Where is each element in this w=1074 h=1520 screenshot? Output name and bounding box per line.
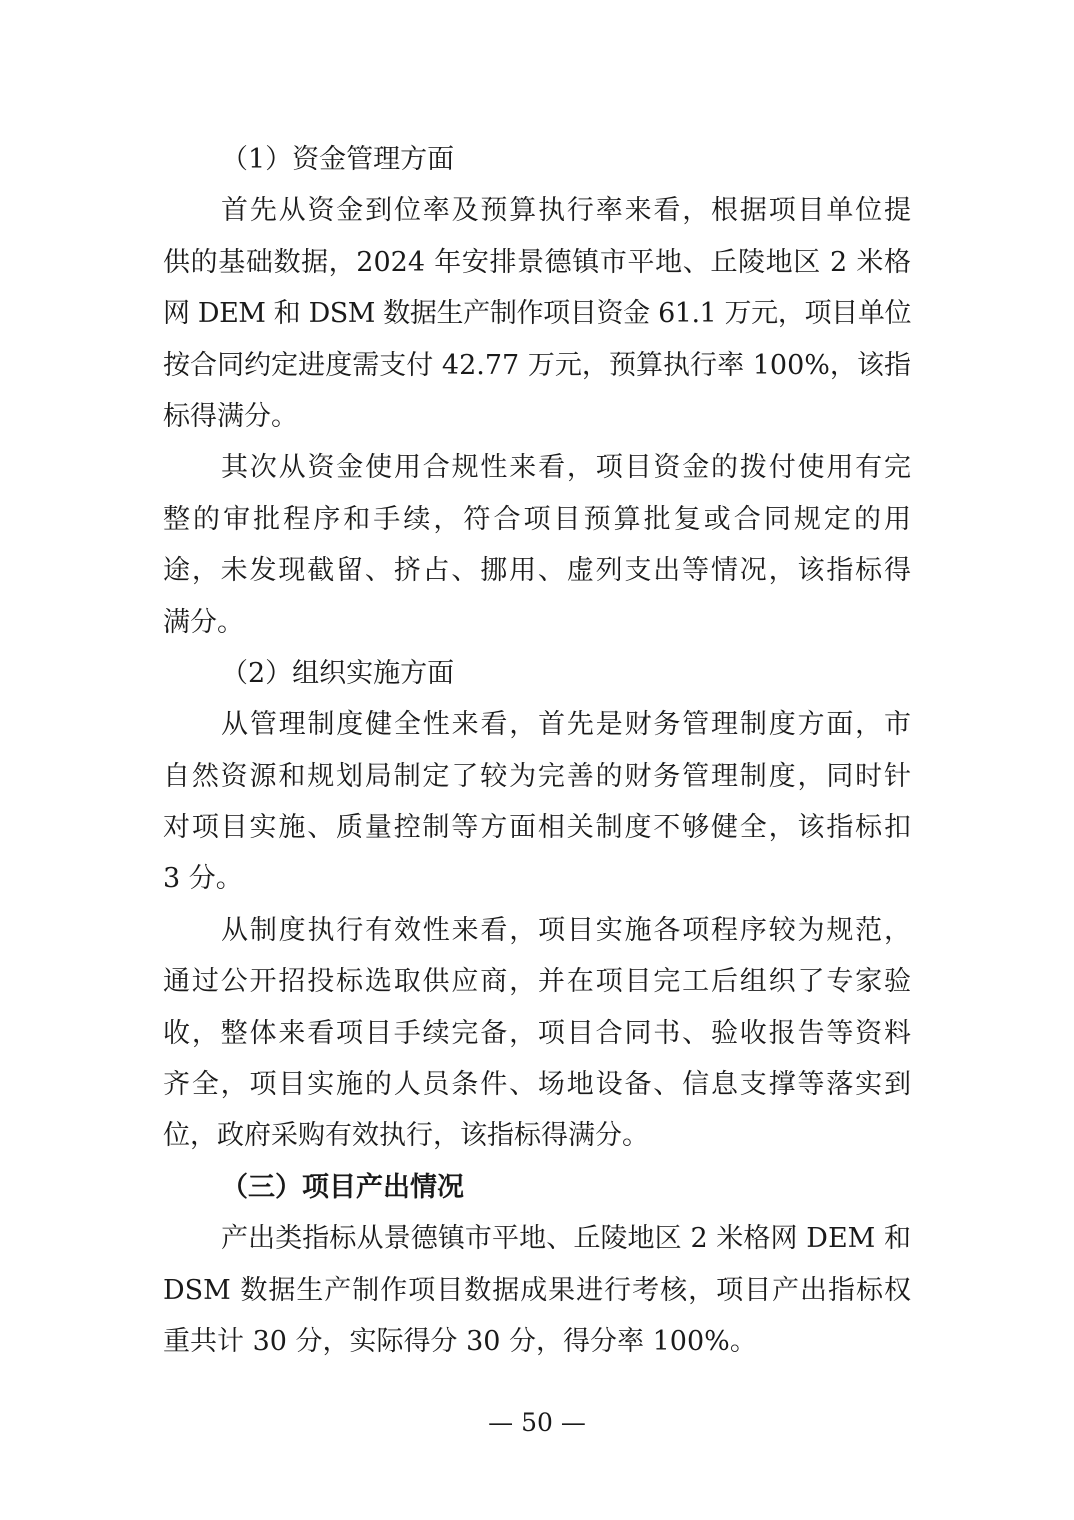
text-line: 自然资源和规划局制定了较为完善的财务管理制度，同时针 xyxy=(163,760,911,792)
document-body xyxy=(163,134,911,1367)
text-line: 整的审批程序和手续，符合项目预算批复或合同规定的用 xyxy=(163,503,911,535)
text-line: 按合同约定进度需支付 42.77 万元，预算执行率 100%，该指 xyxy=(163,349,911,381)
text-line: 从管理制度健全性来看，首先是财务管理制度方面，市 xyxy=(221,709,911,741)
text-line: 供的基础数据，2024 年安排景德镇市平地、丘陵地区 2 米格 xyxy=(163,246,911,278)
text-line: 途，未发现截留、挤占、挪用、虚列支出等情况，该指标得 xyxy=(163,555,911,587)
text-line: 满分。 xyxy=(163,606,244,638)
text-line: 3 分。 xyxy=(163,863,243,895)
text-line: 齐全，项目实施的人员条件、场地设备、信息支撑等落实到 xyxy=(163,1069,911,1101)
text-line: 网 DEM 和 DSM 数据生产制作项目资金 61.1 万元，项目单位 xyxy=(163,298,911,330)
text-line: 产出类指标从景德镇市平地、丘陵地区 2 米格网 DEM 和 xyxy=(221,1223,911,1255)
text-line: 其次从资金使用合规性来看，项目资金的拨付使用有完 xyxy=(221,452,911,484)
text-line: （2）组织实施方面 xyxy=(221,657,455,689)
text-line: 重共计 30 分，实际得分 30 分，得分率 100%。 xyxy=(163,1325,757,1357)
text-line: 通过公开招投标选取供应商，并在项目完工后组织了专家验 xyxy=(163,966,911,998)
text-line: 标得满分。 xyxy=(163,400,298,432)
text-line: DSM 数据生产制作项目数据成果进行考核，项目产出指标权 xyxy=(163,1274,911,1306)
section-heading: （三）项目产出情况 xyxy=(221,1171,464,1203)
text-line: 位，政府采购有效执行，该指标得满分。 xyxy=(163,1120,649,1152)
text-line: 首先从资金到位率及预算执行率来看，根据项目单位提 xyxy=(221,195,911,227)
text-line: 收，整体来看项目手续完备，项目合同书、验收报告等资料 xyxy=(163,1017,911,1049)
text-line: 对项目实施、质量控制等方面相关制度不够健全，该指标扣 xyxy=(163,812,911,844)
text-line: 从制度执行有效性来看，项目实施各项程序较为规范， xyxy=(221,914,911,946)
text-line: （1）资金管理方面 xyxy=(221,144,455,175)
page-number: — 50 — xyxy=(488,1408,586,1437)
